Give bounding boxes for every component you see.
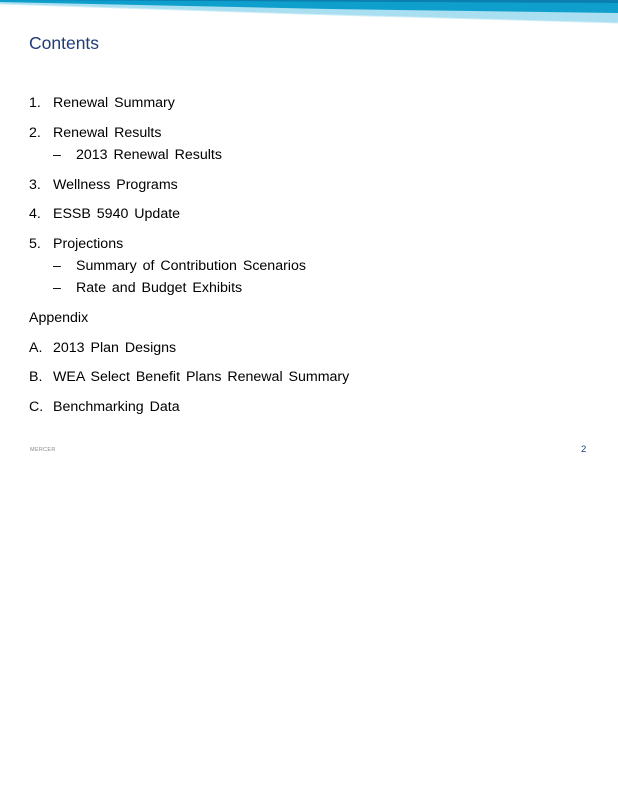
toc-item-label: ESSB 5940 Update — [53, 206, 181, 222]
toc-item-label: 2013 Plan Designs — [53, 340, 177, 356]
toc-item-label: Projections — [53, 236, 124, 252]
toc-subitem-dash: – — [53, 147, 61, 163]
toc-item-number: B. — [29, 369, 43, 385]
toc-item-number: C. — [29, 399, 44, 415]
toc-item-label: Renewal Results — [53, 125, 162, 141]
toc-item-number: 4. — [29, 206, 41, 222]
appendix-heading: Appendix — [29, 310, 89, 326]
header-band — [0, 0, 618, 26]
toc-item-number: A. — [29, 340, 43, 356]
page-number: 2 — [581, 444, 587, 455]
toc-section-heading[interactable] — [29, 310, 88, 326]
toc-item-label: Renewal Summary — [53, 95, 175, 111]
toc-item-number: 1. — [29, 95, 41, 111]
toc-subitem-dash: – — [53, 280, 61, 296]
toc-item-number: 2. — [29, 125, 41, 141]
toc-item-label: Benchmarking Data — [53, 399, 180, 415]
toc-subitem-dash: – — [53, 258, 61, 274]
footer-logo: MERCER — [30, 447, 56, 453]
toc-item-label: WEA Select Benefit Plans Renewal Summary — [53, 369, 350, 385]
toc-item-number: 3. — [29, 177, 41, 193]
page-title: Contents — [29, 33, 100, 53]
toc-item-label: Wellness Programs — [53, 177, 178, 193]
toc-subitem-label: Rate and Budget Exhibits — [76, 280, 243, 296]
toc-subitem-label: Summary of Contribution Scenarios — [76, 258, 306, 274]
toc-subitem-label: 2013 Renewal Results — [76, 147, 222, 163]
toc-item-number: 5. — [29, 236, 41, 252]
